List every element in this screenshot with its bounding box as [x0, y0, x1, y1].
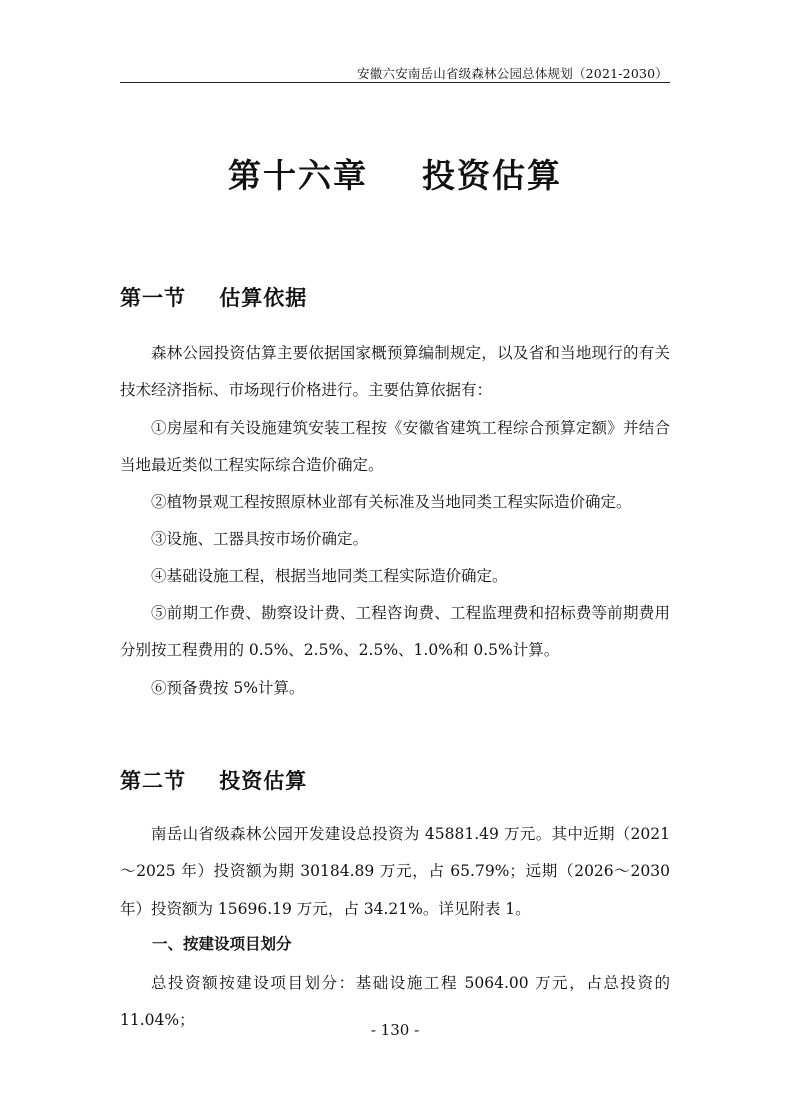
- basis-item-1: ①房屋和有关设施建筑安装工程按《安徽省建筑工程综合预算定额》并结合当地最近类似工程实际综合造价确定。: [120, 419, 670, 475]
- section-2-title: 第二节 投资估算: [120, 769, 308, 793]
- running-header: 安徽六安南岳山省级森林公园总体规划（2021-2030）: [357, 66, 668, 81]
- basis-item-2: ②植物景观工程按照原林业部有关标准及当地同类工程实际造价确定。: [151, 493, 632, 511]
- investment-summary: 南岳山省级森林公园开发建设总投资为 45881.49 万元。其中近期（2021～2025 年）投资额为期 30184.89 万元，占 65.79%；远期（2026～2030 年）投资额为 15696.19 万元，占 34.21%。详见附表 1。: [120, 825, 670, 918]
- basis-item-4: ④基础设施工程，根据当地同类工程实际造价确定。: [151, 567, 508, 585]
- page-number: - 130 -: [370, 1021, 420, 1039]
- subsection-1-title: 一、按建设项目划分: [152, 935, 292, 953]
- basis-item-5: ⑤前期工作费、勘察设计费、工程咨询费、工程监理费和招标费等前期费用分别按工程费用的 0.5%、2.5%、2.5%、1.0%和 0.5%计算。: [120, 604, 670, 660]
- basis-item-3: ③设施、工器具按市场价确定。: [151, 530, 369, 548]
- subsection-1-text: 总投资额按建设项目划分：基础设施工程 5064.00 万元，占总投资的 11.04%；: [120, 974, 670, 1030]
- basis-item-6: ⑥预备费按 5%计算。: [151, 679, 305, 697]
- chapter-title: 第十六章 投资估算: [228, 156, 562, 195]
- section-1-intro: 森林公园投资估算主要依据国家概预算编制规定，以及省和当地现行的有关技术经济指标、市场现行价格进行。主要估算依据有：: [120, 344, 670, 400]
- header-divider: [120, 82, 670, 83]
- section-1-title: 第一节 估算依据: [120, 286, 308, 310]
